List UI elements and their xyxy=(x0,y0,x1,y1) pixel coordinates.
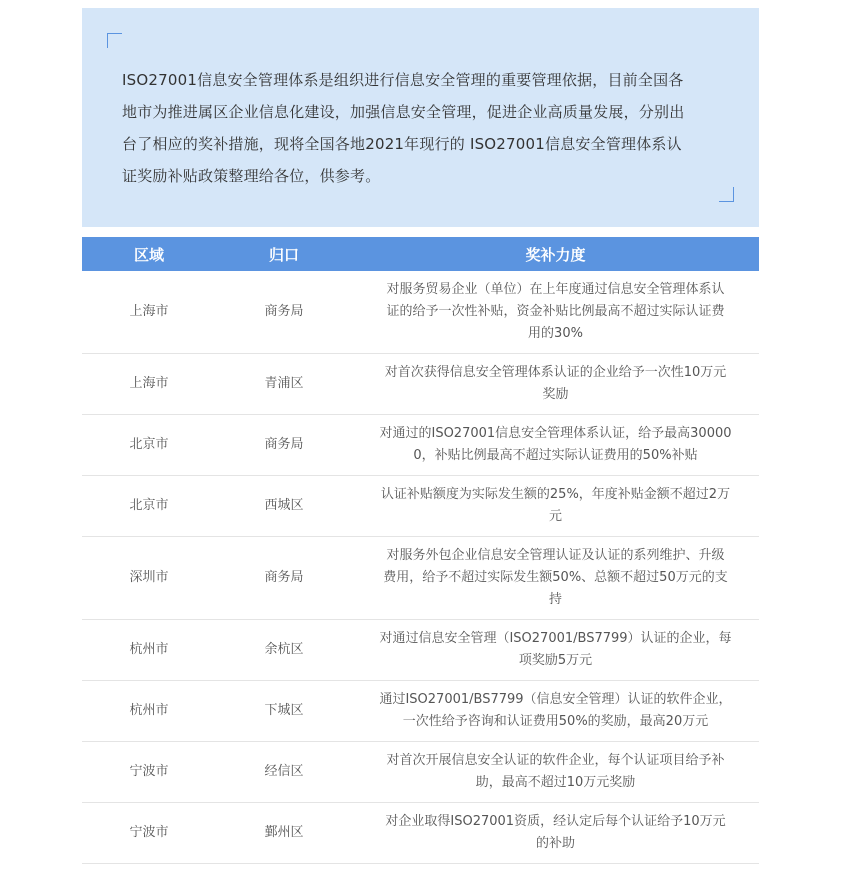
cell-detail xyxy=(352,271,759,354)
cell-detail xyxy=(352,354,759,415)
cell-region: 上海市 xyxy=(82,354,216,415)
cell-region: 深圳市 xyxy=(82,537,216,620)
intro-line: 地市为推进属区企业信息化建设，加强信息安全管理，促进企业高质量发展，分别出 xyxy=(122,103,685,121)
cell-dept: 青浦区 xyxy=(216,354,352,415)
cell-dept: 经信区 xyxy=(216,742,352,803)
subsidy-table xyxy=(82,237,759,864)
detail-line: 对首次开展信息安全认证的软件企业，每个认证项目给予补 xyxy=(386,753,725,768)
detail-line: 奖励 xyxy=(542,387,569,402)
detail-line: 费用，给予不超过实际发生额50%、总额不超过50万元的支 xyxy=(383,570,728,585)
table-row xyxy=(82,415,759,476)
header-dept: 归口 xyxy=(216,237,352,271)
detail-line: 对企业取得ISO27001资质，经认定后每个认证给予10万元 xyxy=(385,814,726,829)
cell-dept: 商务局 xyxy=(216,271,352,354)
table-row xyxy=(82,537,759,620)
detail-line: 对服务外包企业信息安全管理认证及认证的系列维护、升级 xyxy=(386,548,725,563)
detail-line: 对服务贸易企业（单位）在上年度通过信息安全管理体系认 xyxy=(386,282,725,297)
table-header-row xyxy=(82,237,759,271)
detail-line: 对通过的ISO27001信息安全管理体系认证，给予最高30000 xyxy=(379,426,732,441)
detail-line: 的补助 xyxy=(535,836,575,851)
table-row xyxy=(82,354,759,415)
intro-paragraph xyxy=(122,64,722,192)
intro-line: 证奖励补贴政策整理给各位，供参考。 xyxy=(122,167,381,185)
table-row xyxy=(82,681,759,742)
intro-box xyxy=(82,8,759,227)
table-row xyxy=(82,271,759,354)
detail-line: 一次性给予咨询和认证费用50%的奖励，最高20万元 xyxy=(402,714,709,729)
cell-region: 宁波市 xyxy=(82,803,216,864)
cell-detail xyxy=(352,537,759,620)
cell-region: 上海市 xyxy=(82,271,216,354)
detail-line: 用的30% xyxy=(528,326,583,341)
detail-line: 元 xyxy=(548,509,562,524)
cell-dept: 商务局 xyxy=(216,415,352,476)
cell-region: 北京市 xyxy=(82,476,216,537)
cell-dept: 鄞州区 xyxy=(216,803,352,864)
cell-detail xyxy=(352,476,759,537)
detail-line: 通过ISO27001/BS7799（信息安全管理）认证的软件企业， xyxy=(379,692,732,707)
corner-bracket-bottom-right xyxy=(719,187,734,202)
detail-line: 项奖励5万元 xyxy=(518,653,593,668)
cell-detail xyxy=(352,415,759,476)
table-row xyxy=(82,476,759,537)
header-subsidy: 奖补力度 xyxy=(352,237,759,271)
cell-region: 杭州市 xyxy=(82,681,216,742)
detail-line: 持 xyxy=(548,592,562,607)
intro-line: 台了相应的奖补措施，现将全国各地2021年现行的 ISO27001信息安全管理体系认 xyxy=(122,135,682,153)
cell-detail xyxy=(352,620,759,681)
intro-line: ISO27001信息安全管理体系是组织进行信息安全管理的重要管理依据，目前全国各 xyxy=(122,71,684,89)
cell-detail xyxy=(352,742,759,803)
cell-detail xyxy=(352,681,759,742)
cell-dept: 西城区 xyxy=(216,476,352,537)
detail-line: 0，补贴比例最高不超过实际认证费用的50%补贴 xyxy=(413,448,698,463)
cell-dept: 商务局 xyxy=(216,537,352,620)
cell-dept: 下城区 xyxy=(216,681,352,742)
corner-bracket-top-left xyxy=(107,33,122,48)
table-row xyxy=(82,620,759,681)
detail-line: 对通过信息安全管理（ISO27001/BS7799）认证的企业，每 xyxy=(379,631,732,646)
table-row xyxy=(82,742,759,803)
detail-line: 证的给予一次性补贴，资金补贴比例最高不超过实际认证费 xyxy=(386,304,725,319)
cell-dept: 余杭区 xyxy=(216,620,352,681)
cell-region: 杭州市 xyxy=(82,620,216,681)
cell-region: 北京市 xyxy=(82,415,216,476)
detail-line: 对首次获得信息安全管理体系认证的企业给予一次性10万元 xyxy=(384,365,727,380)
detail-line: 认证补贴额度为实际发生额的25%，年度补贴金额不超过2万 xyxy=(380,487,731,502)
detail-line: 助，最高不超过10万元奖励 xyxy=(475,775,636,790)
table-row xyxy=(82,803,759,864)
cell-region: 宁波市 xyxy=(82,742,216,803)
cell-detail xyxy=(352,803,759,864)
header-region: 区域 xyxy=(82,237,216,271)
